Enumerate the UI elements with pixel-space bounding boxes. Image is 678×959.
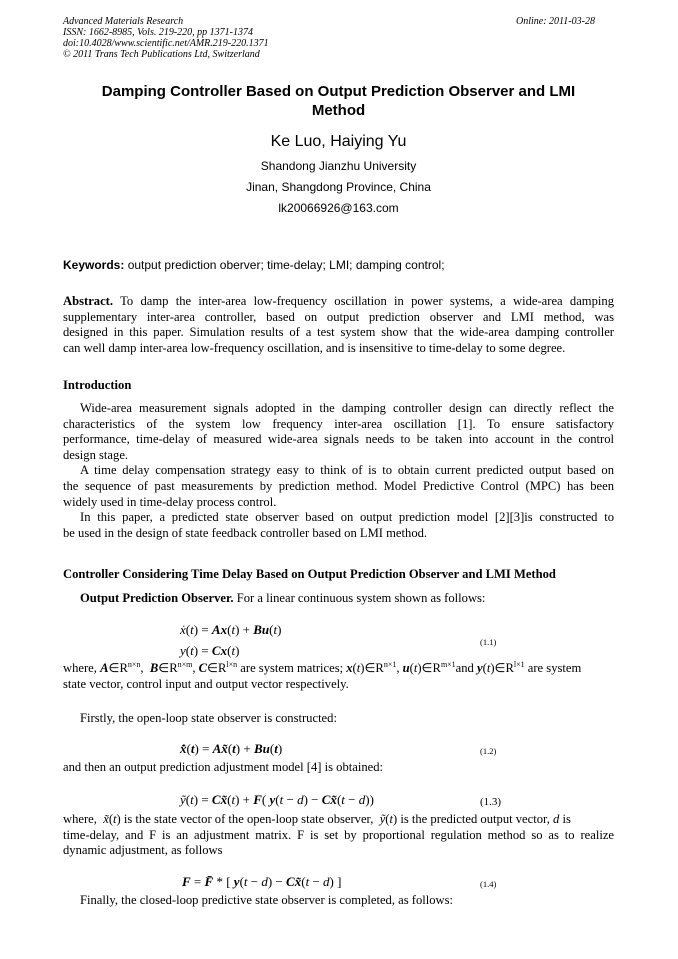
where-line: dynamic adjustment, as follows [63,843,223,858]
equation-1-1b: y(t) = Cx(t) [180,643,240,658]
abstract-line: designed in this paper. Simulation results of a test system show that the wide-area damping controller [63,325,614,340]
where-line: state vector, control input and output vector respectively. [63,676,349,691]
subsection-label: Output Prediction Observer. [80,591,234,605]
authors: Ke Luo, Haiying Yu [270,133,407,150]
equation-number: (1.2) [480,746,497,756]
journal-name: Advanced Materials Research [63,16,184,27]
intro-line: design stage. [63,447,129,462]
doi-line: doi:10.4028/www.scientific.net/AMR.219-220.1371 [63,38,269,49]
equation-number: (1.3) [480,796,502,808]
equation-1-2: x̂̇(t) = Ax̃(t) + Bu(t) [180,741,283,756]
firstly-text: Firstly, the open-loop state observer is constructed: [80,711,337,725]
where-paragraph-2: where, x̃(t) is the state vector of the open-loop state observer, ỹ(t) is the predicted output vector, d is time-delay, and F is an adjustment matrix. F is set by proportional regulation method so as to realize dynamic adjustment, as follows [63,812,614,858]
abstract-line: supplementary inter-area controller, based on output prediction observer and LMI method, was [63,309,614,324]
section-heading-controller: Controller Considering Time Delay Based on Output Prediction Observer and LMI Method [63,567,556,581]
paper-title-line2: Method [311,102,366,119]
finally-text: Finally, the closed-loop predictive state observer is completed, as follows: [80,893,454,907]
intro-line: the sequence of past measurements by prediction method. Model Predictive Control (MPC) has been [63,478,614,493]
paper-title-line1: Damping Controller Based on Output Prediction Observer and LMI [101,83,576,100]
equation-1-4: F = F̄ * [ y(t − d) − Cx̃(t − d) ] [182,874,342,889]
where-paragraph-1: where, $A\in R^{n\times n}$, $B\in R^{n\times m}$, $C\in R^{l\times n}$ are system matrices; $x(t)\in R^{n\times 1}$, $u(t)\in R^{m\times 1}and$ $y(t)\in R^{l\times 1}$ are system state vector, control input and output vector respectively. [63,661,614,692]
affiliation: Shandong Jianzhu University [260,159,417,173]
location: Jinan, Shangdong Province, China [246,180,431,194]
abstract-line: can well damp inter-area low-frequency oscillation, and is insensitive to time-delay to some degree. [63,340,566,355]
intro-line: widely used in time-delay process control. [63,494,277,509]
copyright-line: © 2011 Trans Tech Publications Ltd, Switzerland [63,49,260,60]
abstract-line: To damp the inter-area low-frequency oscillation in power systems, a wide-area damping [120,294,614,308]
intro-line: performance, time-delay of measured wide-area signals needs to be taken into account in the control [63,432,614,447]
intro-line: Wide-area measurement signals adopted in the damping controller design can directly reflect the [80,401,614,415]
abstract-label: Abstract. [63,294,114,308]
section-heading-introduction: Introduction [63,378,132,392]
subsection-output-prediction [80,591,485,606]
equation-number: (1.1) [480,637,497,647]
then-text: and then an output prediction adjustment model [4] is obtained: [63,760,384,774]
introduction-body [63,401,614,541]
keywords [63,258,445,272]
intro-line: A time delay compensation strategy easy to think of is to obtain current predicted output based on [80,463,614,478]
issn-line: ISSN: 1662-8985, Vols. 219-220, pp 1371-1374 [63,27,253,38]
equation-1-1a: ẋ(t) = Ax(t) + Bu(t) [180,622,282,637]
intro-line: characteristics of the system low frequency inter-area oscillation [1]. To ensure satisfactory [63,416,614,431]
intro-line: be used in the design of state feedback controller based on LMI method. [63,525,428,540]
keywords-text: output prediction oberver; time-delay; LMI; damping control; [127,258,445,272]
online-date: Online: 2011-03-28 [516,16,595,27]
intro-line: In this paper, a predicted state observer based on output prediction model [2][3]is constructed to [80,510,614,525]
where-line: time-delay, and F is an adjustment matrix. F is set by proportional regulation method so as to realize [63,827,614,842]
equation-1-3: ỹ(t) = Cx̃(t) + F( y(t − d) − Cx̃(t − d)) [180,792,374,807]
abstract [63,294,614,356]
email[interactable]: lk20066926@163.com [278,201,399,215]
keywords-label: Keywords: [63,258,125,272]
equation-number: (1.4) [480,879,497,889]
subsection-text: For a linear continuous system shown as follows: [236,591,486,605]
